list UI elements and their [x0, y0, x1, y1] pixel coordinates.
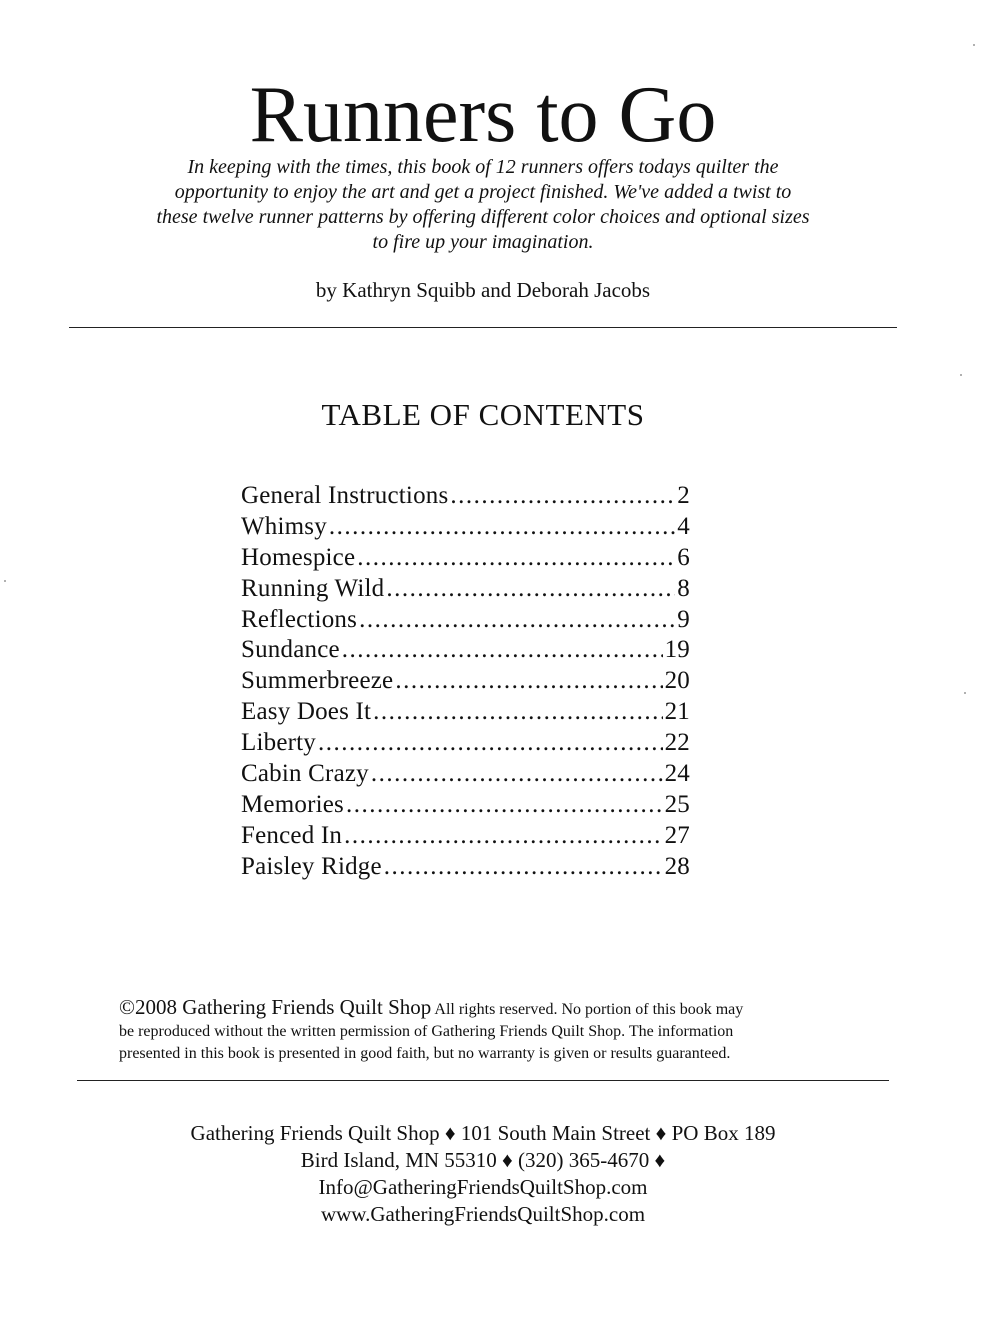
top-divider: [69, 327, 897, 328]
toc-leader-dots: [371, 759, 663, 790]
toc-entry-page: 24: [664, 760, 690, 788]
toc-entry: [241, 481, 690, 512]
contact-email: Info@GatheringFriendsQuiltShop.com: [318, 1175, 648, 1199]
toc-entry-title: Sundance: [241, 636, 340, 664]
toc-leader-dots: [318, 728, 663, 759]
toc-entry-page: 2: [677, 482, 690, 509]
toc-entry-page: 28: [664, 852, 690, 880]
copyright-notice: [119, 996, 843, 1065]
toc-entry: [241, 821, 690, 852]
toc-entry: [241, 635, 690, 666]
scan-speck: [960, 374, 962, 376]
toc-entry-title: Reflections: [241, 605, 358, 633]
toc-entry: [241, 852, 690, 883]
toc-entry: [241, 728, 690, 759]
copyright-line: be reproduced without the written permission of Gathering Friends Quilt Shop. The information: [119, 1023, 734, 1040]
toc-entry: [241, 574, 690, 605]
toc-heading: TABLE OF CONTENTS: [321, 397, 645, 432]
toc-leader-dots: [450, 481, 675, 512]
toc-list: [241, 481, 690, 883]
toc-entry: [241, 543, 690, 574]
toc-entry: [241, 790, 690, 821]
authors-line: by Kathryn Squibb and Deborah Jacobs: [315, 278, 651, 302]
toc-entry-page: 20: [664, 667, 690, 695]
copyright-rights: All rights reserved. No portion of this book may: [434, 1001, 744, 1018]
toc-leader-dots: [386, 574, 675, 605]
toc-entry-title: Summerbreeze: [241, 667, 394, 695]
toc-entry: [241, 666, 690, 697]
book-title: Runners to Go: [249, 71, 717, 159]
toc-leader-dots: [346, 790, 663, 821]
toc-leader-dots: [359, 605, 675, 636]
toc-leader-dots: [344, 821, 663, 852]
copyright-line: [119, 996, 843, 1021]
contact-block: [0, 1120, 966, 1228]
toc-entry-title: Whimsy: [241, 512, 327, 540]
toc-entry: [241, 759, 690, 790]
toc-leader-dots: [329, 512, 675, 543]
toc-entry-page: 6: [677, 543, 690, 571]
toc-entry-page: 25: [664, 790, 690, 818]
toc-leader-dots: [384, 852, 663, 883]
toc-entry-page: 9: [677, 605, 690, 633]
toc-entry-title: Memories: [241, 790, 344, 818]
bottom-divider: [77, 1080, 889, 1081]
intro-line: these twelve runner patterns by offering different color choices and optional sizes: [156, 206, 810, 228]
toc-entry: [241, 605, 690, 636]
intro-line: to fire up your imagination.: [372, 231, 594, 253]
toc-entry-page: 21: [664, 698, 690, 726]
toc-entry-title: Liberty: [241, 729, 316, 757]
toc-entry-title: Cabin Crazy: [241, 760, 369, 788]
toc-leader-dots: [395, 666, 662, 697]
toc-leader-dots: [357, 543, 675, 574]
toc-entry: [241, 697, 690, 728]
toc-entry-title: General Instructions: [241, 482, 449, 509]
scan-speck: [4, 580, 6, 582]
toc-entry-title: Running Wild: [241, 574, 385, 602]
toc-leader-dots: [373, 697, 662, 728]
intro-line: opportunity to enjoy the art and get a project finished. We've added a twist to: [174, 181, 792, 203]
toc-entry-page: 27: [664, 821, 690, 849]
contact-address: Gathering Friends Quilt Shop ♦ 101 South Main Street ♦ PO Box 189: [190, 1121, 776, 1145]
toc-leader-dots: [342, 635, 663, 666]
toc-entry-title: Easy Does It: [241, 698, 372, 726]
copyright-lead: ©2008 Gathering Friends Quilt Shop: [119, 995, 432, 1019]
toc-entry-page: 22: [664, 729, 690, 757]
copyright-line: presented in this book is presented in good faith, but no warranty is given or results guaranteed.: [119, 1045, 731, 1062]
toc-entry-title: Homespice: [241, 543, 356, 571]
toc-entry: [241, 512, 690, 543]
contact-website: www.GatheringFriendsQuiltShop.com: [320, 1202, 646, 1226]
toc-entry-page: 4: [677, 512, 690, 540]
scan-speck: [973, 44, 975, 46]
toc-entry-title: Paisley Ridge: [241, 852, 382, 880]
contact-city-phone: Bird Island, MN 55310 ♦ (320) 365-4670 ♦: [300, 1148, 666, 1172]
toc-entry-title: Fenced In: [241, 821, 343, 849]
toc-entry-page: 8: [677, 574, 690, 602]
scan-speck: [964, 692, 966, 694]
toc-entry-page: 19: [664, 636, 690, 664]
intro-line: In keeping with the times, this book of 12 runners offers todays quilter the: [187, 156, 779, 178]
intro-paragraph: [120, 155, 846, 255]
